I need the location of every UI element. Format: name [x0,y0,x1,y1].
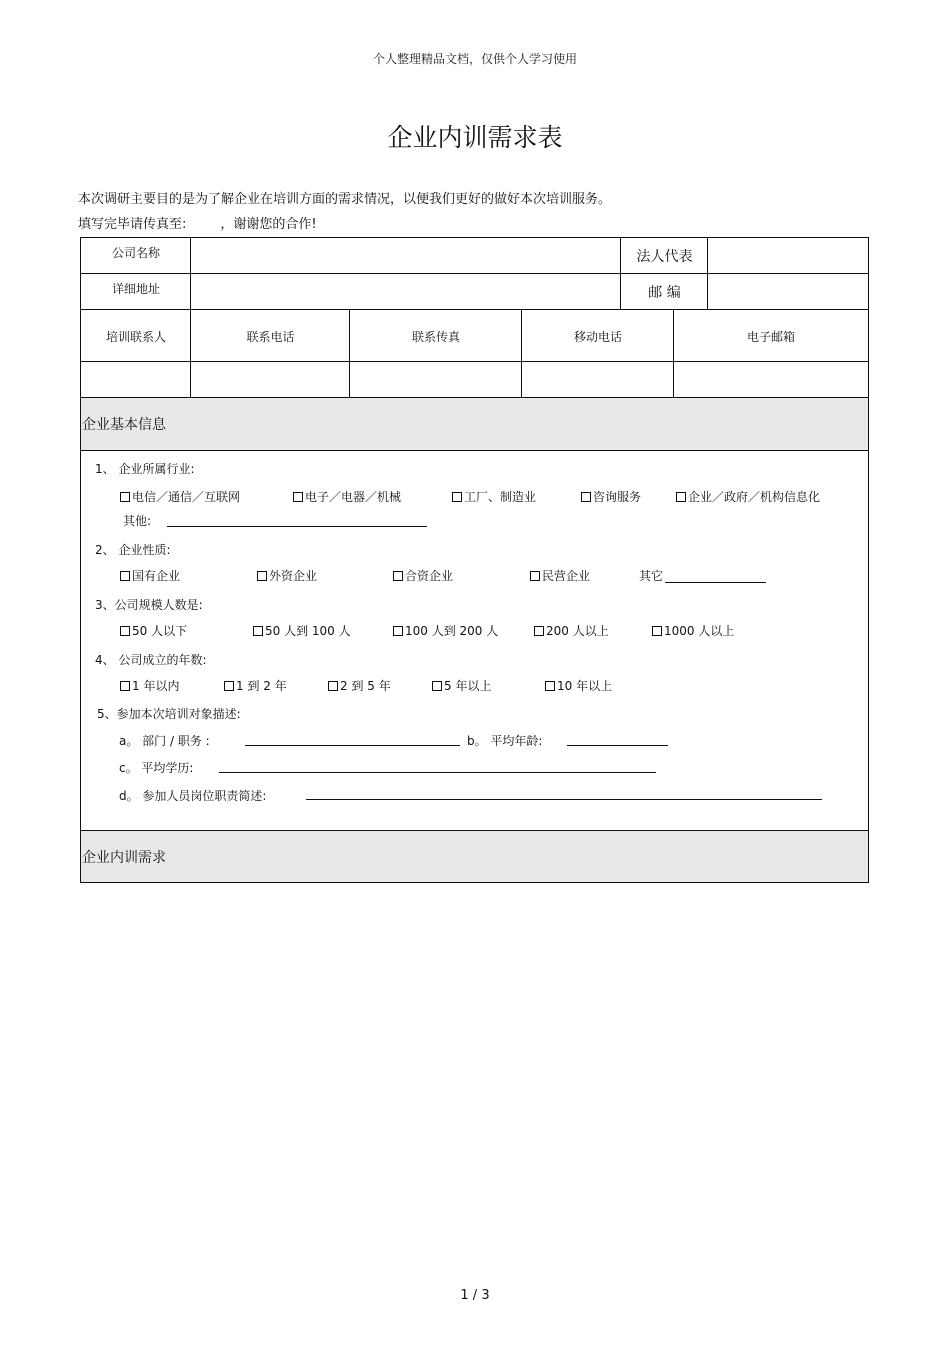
q2-option-joint[interactable]: 合资企业 [393,567,453,584]
address-label: 详细地址 [80,273,192,311]
q5a-line[interactable] [245,745,460,746]
q5b-label: b。 平均年龄: [467,734,543,748]
q1-label: 1、 企业所属行业: [95,462,195,476]
checkbox[interactable] [530,571,540,581]
q3-option-over-1000[interactable]: 1000 人以上 [652,622,734,639]
section-basic-info: 企业基本信息 [80,397,869,451]
q1-other-line[interactable] [167,526,427,527]
checkbox[interactable] [676,492,686,502]
checkbox[interactable] [120,492,130,502]
q3-option-under-50[interactable]: 50 人以下 [120,622,187,639]
intro-fax-label: 填写完毕请传真至: [78,217,187,232]
checkbox[interactable] [120,681,130,691]
mobile-phone-header: 移动电话 [521,309,675,363]
q5d-label: d。 参加人员岗位职责简述: [119,789,267,803]
checkbox[interactable] [253,626,263,636]
q1-option-government[interactable]: 企业／政府／机构信息化 [676,488,820,505]
header-note: 个人整理精品文档，仅供个人学习使用 [372,52,577,66]
q5a-label: a。 部门 / 职务 : [119,734,210,748]
checkbox[interactable] [393,571,403,581]
q5-label: 5、参加本次培训对象描述: [97,707,241,721]
basic-info-body [80,450,869,832]
q2-option-private[interactable]: 民营企业 [530,567,590,584]
intro-thanks: ，谢谢您的合作! [220,217,317,232]
page-title: 企业内训需求表 [387,123,563,152]
contact-phone-header: 联系电话 [190,309,351,363]
q1-option-manufacturing[interactable]: 工厂、制造业 [452,488,536,505]
q2-other-line[interactable] [665,582,766,583]
q3-label: 3、公司规模人数是: [95,598,203,612]
q5c-line[interactable] [219,772,656,773]
checkbox[interactable] [120,626,130,636]
q1-option-telecom[interactable]: 电信／通信／互联网 [120,488,240,505]
q2-other-label: 其它 [639,569,664,583]
q2-option-foreign[interactable]: 外资企业 [257,567,317,584]
checkbox[interactable] [257,571,267,581]
checkbox[interactable] [545,681,555,691]
checkbox[interactable] [293,492,303,502]
address-field[interactable] [190,273,622,311]
intro-line-2 [78,213,317,232]
contact-fax-field[interactable] [349,361,523,399]
contact-person-header: 培训联系人 [80,309,192,363]
company-name-label: 公司名称 [80,237,192,275]
q5d-line[interactable] [306,799,822,800]
legal-rep-field[interactable] [707,237,869,275]
checkbox[interactable] [652,626,662,636]
q1-option-consulting[interactable]: 咨询服务 [581,488,641,505]
q1-option-electronics[interactable]: 电子／电器／机械 [293,488,401,505]
checkbox[interactable] [224,681,234,691]
q2-option-state[interactable]: 国有企业 [120,567,180,584]
checkbox[interactable] [581,492,591,502]
contact-fax-header: 联系传真 [349,309,523,363]
q3-option-over-200[interactable]: 200 人以上 [534,622,609,639]
checkbox[interactable] [328,681,338,691]
q1-other-label: 其他: [123,514,152,528]
checkbox[interactable] [120,571,130,581]
checkbox[interactable] [432,681,442,691]
company-name-field[interactable] [190,237,622,275]
q4-label: 4、 公司成立的年数: [95,653,207,667]
q4-option-over-5[interactable]: 5 年以上 [432,677,491,694]
q4-option-under-1[interactable]: 1 年以内 [120,677,179,694]
page-number: 1 / 3 [460,1288,490,1303]
mobile-phone-field[interactable] [521,361,675,399]
q4-option-over-10[interactable]: 10 年以上 [545,677,612,694]
q2-label: 2、 企业性质: [95,543,171,557]
email-field[interactable] [673,361,869,399]
intro-line-1: 本次调研主要目的是为了解企业在培训方面的需求情况，以便我们更好的做好本次培训服务。 [78,192,612,207]
q5b-line[interactable] [567,745,668,746]
postcode-label: 邮 编 [620,273,709,311]
section-training-needs: 企业内训需求 [80,830,869,883]
email-header: 电子邮箱 [673,309,869,363]
q3-option-100-200[interactable]: 100 人到 200 人 [393,622,498,639]
postcode-field[interactable] [707,273,869,311]
checkbox[interactable] [452,492,462,502]
contact-person-field[interactable] [80,361,192,399]
legal-rep-label: 法人代表 [620,237,709,275]
q5c-label: c。 平均学历: [119,761,194,775]
q4-option-1-2[interactable]: 1 到 2 年 [224,677,287,694]
checkbox[interactable] [393,626,403,636]
q4-option-2-5[interactable]: 2 到 5 年 [328,677,391,694]
checkbox[interactable] [534,626,544,636]
contact-phone-field[interactable] [190,361,351,399]
q3-option-50-100[interactable]: 50 人到 100 人 [253,622,351,639]
